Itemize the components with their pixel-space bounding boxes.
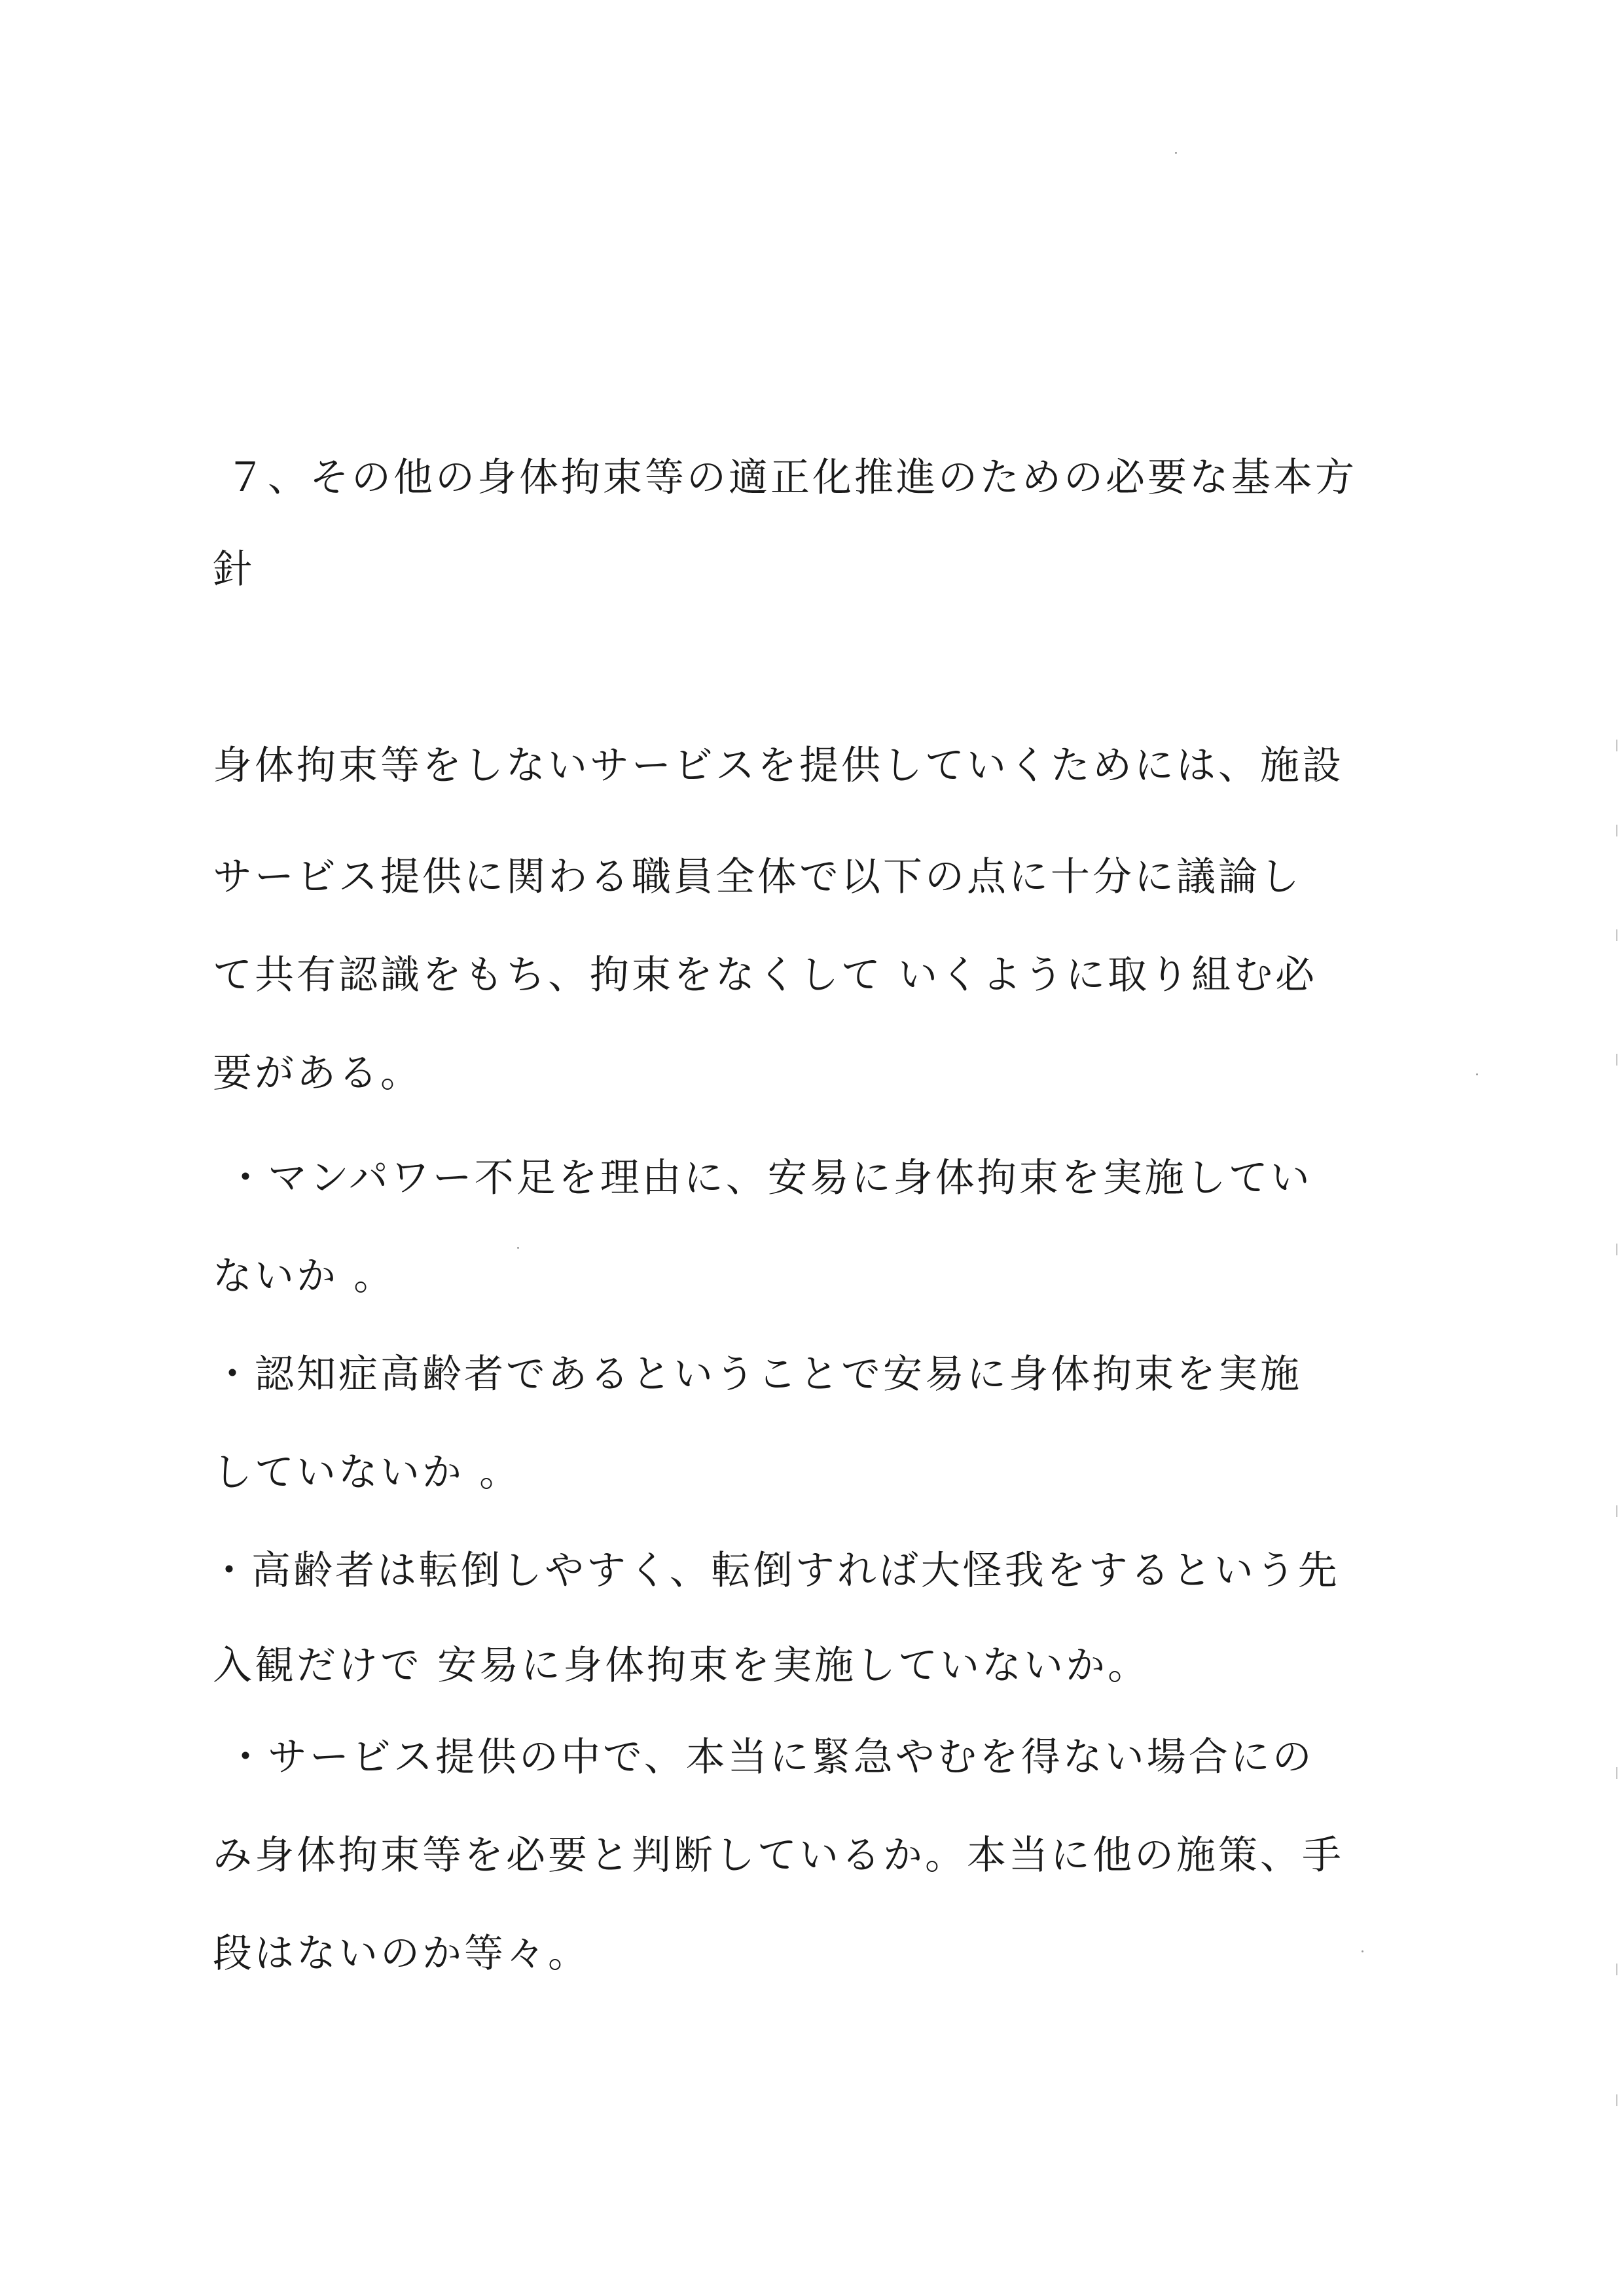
bullet-3-line-1: ・高齢者は転倒しやすく、転倒すれば大怪我をするという先 — [209, 1548, 1340, 1594]
intro-line-4: 要がある。 — [213, 1050, 422, 1096]
scan-speck — [517, 1247, 519, 1249]
bullet-4-line-3: 段はないのか等々。 — [213, 1931, 590, 1977]
bullet-1-line-1: ・マンパワー不足を理由に、安易に身体拘束を実施してい — [226, 1155, 1312, 1201]
intro-line-1: 身体拘束等をしないサービスを提供していくためには、施設 — [213, 743, 1344, 789]
scan-speck — [1476, 1073, 1478, 1075]
scan-edge-marks — [1611, 655, 1624, 2225]
section-heading-line-2: 針 — [213, 547, 255, 592]
section-heading-line-1: ７、その他の身体拘束等の適正化推進のための必要な基本方 — [226, 455, 1357, 501]
intro-line-2: サービス提供に関わる職員全体で以下の点に十分に議論し — [213, 854, 1302, 900]
bullet-4-line-2: み身体拘束等を必要と判断しているか。本当に他の施策、手 — [213, 1833, 1344, 1878]
bullet-1-line-2: ないか 。 — [213, 1253, 396, 1299]
bullet-2-line-1: ・認知症高齢者であるということで安易に身体拘束を実施 — [213, 1352, 1302, 1397]
scan-speck — [1175, 152, 1177, 154]
scan-speck — [1362, 1950, 1363, 1952]
bullet-3-line-2: 入観だけで 安易に身体拘束を実施していないか。 — [213, 1643, 1150, 1689]
intro-line-3: て共有認識をもち、拘束をなくして いくように取り組む必 — [213, 952, 1318, 998]
bullet-4-line-1: ・サービス提供の中で、本当に緊急やむを得ない場合にの — [226, 1734, 1314, 1780]
bullet-2-line-2: していないか 。 — [213, 1450, 522, 1496]
